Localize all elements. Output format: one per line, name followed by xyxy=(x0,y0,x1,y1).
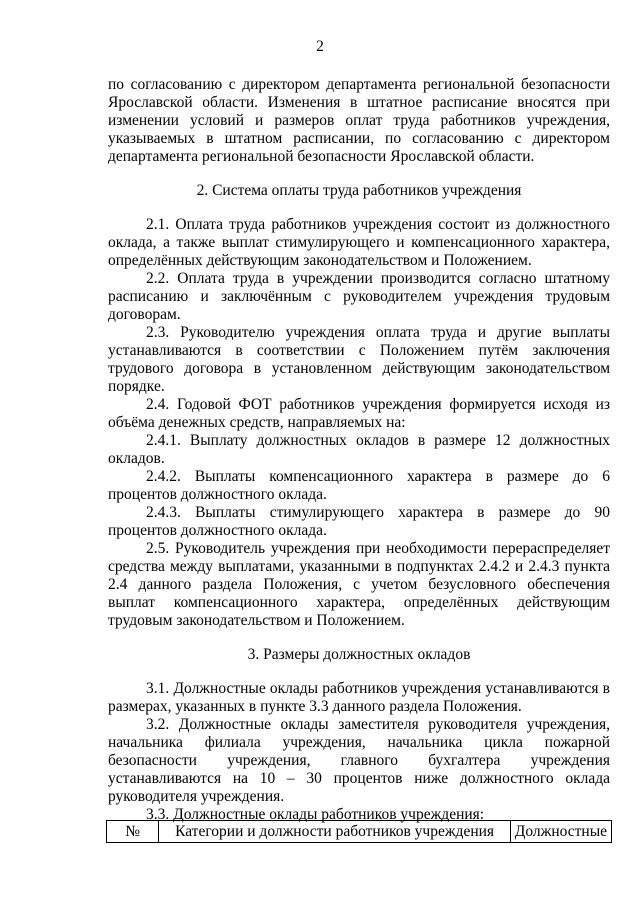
clause-2-1: 2.1. Оплата труда работников учреждения состоит из должностного оклада, а также выплат стимулирующего и компенсационного характера, определённых действующим законодательством и Положением. xyxy=(108,216,610,269)
salary-table xyxy=(106,820,612,843)
table-header-salary: Должностные xyxy=(510,821,611,843)
clause-3-2: 3.2. Должностные оклады заместителя руководителя учреждения, начальника филиала учреждения, начальника цикла пожарной безопасности учреждения, главного бухгалтера учреждения устанавливаются на 10 – 30 процентов ниже должностного оклада руководителя учреждения. xyxy=(108,716,610,805)
clause-3-1: 3.1. Должностные оклады работников учреждения устанавливаются в размерах, указанных в пункте 3.3 данного раздела Положения. xyxy=(108,680,610,715)
clause-2-4: 2.4. Годовой ФОТ работников учреждения формируется исходя из объёма денежных средств, направляемых на: xyxy=(108,396,610,431)
clause-2-4-2: 2.4.2. Выплаты компенсационного характера в размере до 6 процентов должностного оклада. xyxy=(108,468,610,503)
clause-3-3: 3.3. Должностные оклады работников учреждения: xyxy=(146,806,485,823)
clause-2-3: 2.3. Руководителю учреждения оплата труда и другие выплаты устанавливаются в соответствии с Положением путём заключения трудового договора в установленном действующим законодательством порядке. xyxy=(108,324,610,395)
paragraph-continuation: по согласованию с директором департамента региональной безопасности Ярославской области. Изменения в штатное расписание вносятся при изменении условий и размеров оплат труда работников учреждения, указываемых в штатном расписании, по согласованию с директором департамента региональной безопасности Ярославской области. xyxy=(108,76,610,165)
table-header-row xyxy=(107,821,612,843)
clause-2-4-1: 2.4.1. Выплату должностных окладов в размере 12 должностных окладов. xyxy=(108,432,610,467)
table-header-number: № xyxy=(107,821,159,843)
page-number: 2 xyxy=(316,38,324,55)
section-3-heading: 3. Размеры должностных окладов xyxy=(247,646,471,663)
clause-2-2: 2.2. Оплата труда в учреждении производится согласно штатному расписанию и заключённым с руководителем учреждения трудовым договорам. xyxy=(108,270,610,323)
clause-2-4-3: 2.4.3. Выплаты стимулирующего характера в размере до 90 процентов должностного оклада. xyxy=(108,504,610,539)
document-body xyxy=(108,76,610,824)
section-2-heading: 2. Система оплаты труда работников учреждения xyxy=(196,182,522,199)
table-header-category: Категории и должности работников учреждения xyxy=(159,821,510,843)
clause-2-5: 2.5. Руководитель учреждения при необходимости перераспределяет средства между выплатами, указанными в подпунктах 2.4.2 и 2.4.3 пункта 2.4 данного раздела Положения, с учетом безусловного обеспечения выплат компенсационного характера, определённых действующим трудовым законодательством и Положением. xyxy=(108,540,610,629)
